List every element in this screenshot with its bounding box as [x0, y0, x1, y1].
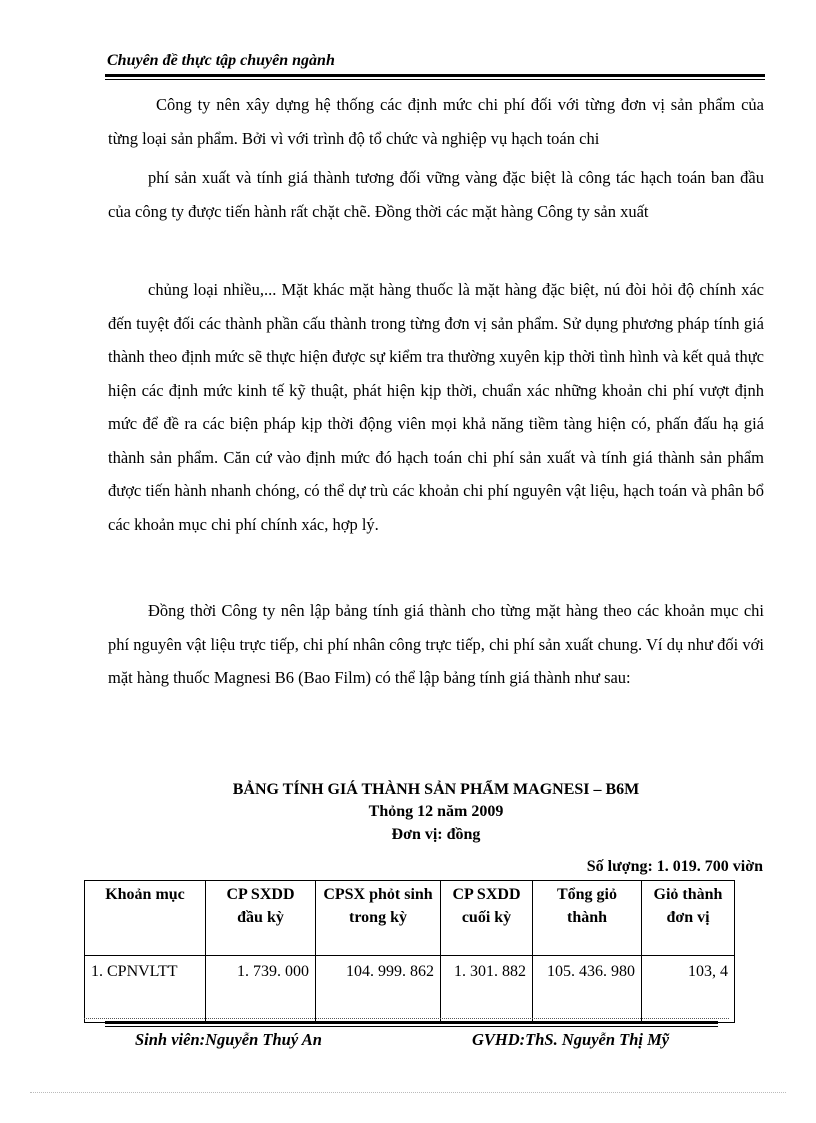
- cost-table: [84, 880, 735, 1023]
- table-row: [85, 956, 735, 1023]
- page-header-title: Chuyên đề thực tập chuyên ngành: [107, 52, 335, 69]
- table-unit: Đơn vị: đồng: [391, 826, 481, 843]
- table-cell: 1. CPNVLTT: [85, 956, 206, 1023]
- table-quantity: Số lượng: 1. 019. 700 viờn: [586, 858, 763, 875]
- page-bottom-dotted-line: [30, 1092, 786, 1093]
- footer-rule-thin: [105, 1026, 718, 1027]
- table-cell: 1. 739. 000: [206, 956, 316, 1023]
- table-cell: 103, 4: [642, 956, 735, 1023]
- paragraph-text: Đồng thời Công ty nên lập bảng tính giá thành cho từng mặt hàng theo các khoản mục chi phí nguyên vật liệu trực tiếp, chi phí nhân công trực tiếp, chi phí sản xuất chung. Ví dụ như đối với mặt hàng thuốc Magnesi B6 (Bao Film) có thể lập bảng tính giá thành như sau:: [108, 601, 764, 687]
- paragraph-text: chủng loại nhiều,... Mặt khác mặt hàng thuốc là mặt hàng đặc biệt, nú đòi hỏi độ chính xác đến tuyệt đối các thành phần cấu thành trong từng đơn vị sản phẩm. Sử dụng phương pháp tính giá thành theo định mức sẽ thực hiện được sự kiểm tra thường xuyên kịp thời tình hình và kết quả thực hiện các định mức kinh tế kỹ thuật, phát hiện kịp thời, chuẩn xác những khoản chi phí vượt định mức để đề ra các biện pháp kịp thời động viên mọi khả năng tiềm tàng hiện có, phấn đấu hạ giá thành sản phẩm. Căn cứ vào định mức đó hạch toán chi phí sản xuất và tính giá thành sản phẩm được tiến hành nhanh chóng, có thể dự trù các khoản chi phí nguyên vật liệu, hạch toán và phân bổ các khoản mục chi phí chính xác, hợp lý.: [108, 280, 764, 534]
- table-cell: 1. 301. 882: [441, 956, 533, 1023]
- header-cell: CPSX phỏt sinh trong kỳ: [316, 881, 441, 956]
- header-rule: [105, 74, 765, 77]
- header-rule-thin: [105, 79, 765, 80]
- table-header-row: [85, 881, 735, 956]
- footer-rule: [105, 1021, 718, 1024]
- footer-dotted-line: [84, 1018, 729, 1019]
- paragraph-text: phí sản xuất và tính giá thành tương đối vững vàng đặc biệt là công tác hạch toán ban đầu của công ty được tiến hành rất chặt chẽ. Đồng thời các mặt hàng Công ty sản xuất: [108, 168, 764, 221]
- header-cell: Tổng giỏ thành: [533, 881, 642, 956]
- paragraph-3: [108, 273, 764, 541]
- table-cell: 105. 436. 980: [533, 956, 642, 1023]
- paragraph-1: [108, 88, 764, 155]
- footer-student: Sinh viên:Nguyễn Thuý An: [135, 1030, 322, 1049]
- paragraph-4: [108, 594, 764, 695]
- table-period: Thỏng 12 năm 2009: [368, 803, 504, 820]
- paragraph-2: [108, 161, 764, 228]
- table-title: BẢNG TÍNH GIÁ THÀNH SẢN PHẨM MAGNESI – B6M: [232, 781, 640, 798]
- header-cell: Khoản mục: [85, 881, 206, 956]
- paragraph-text: Công ty nên xây dựng hệ thống các định mức chi phí đối với từng đơn vị sản phẩm của từng loại sản phẩm. Bởi vì với trình độ tổ chức và nghiệp vụ hạch toán chi: [108, 95, 764, 148]
- header-cell: CP SXDD đầu kỳ: [206, 881, 316, 956]
- header-cell: Giỏ thành đơn vị: [642, 881, 735, 956]
- header-cell: CP SXDD cuối kỳ: [441, 881, 533, 956]
- footer-advisor: GVHD:ThS. Nguyễn Thị Mỹ: [472, 1030, 670, 1049]
- table-cell: 104. 999. 862: [316, 956, 441, 1023]
